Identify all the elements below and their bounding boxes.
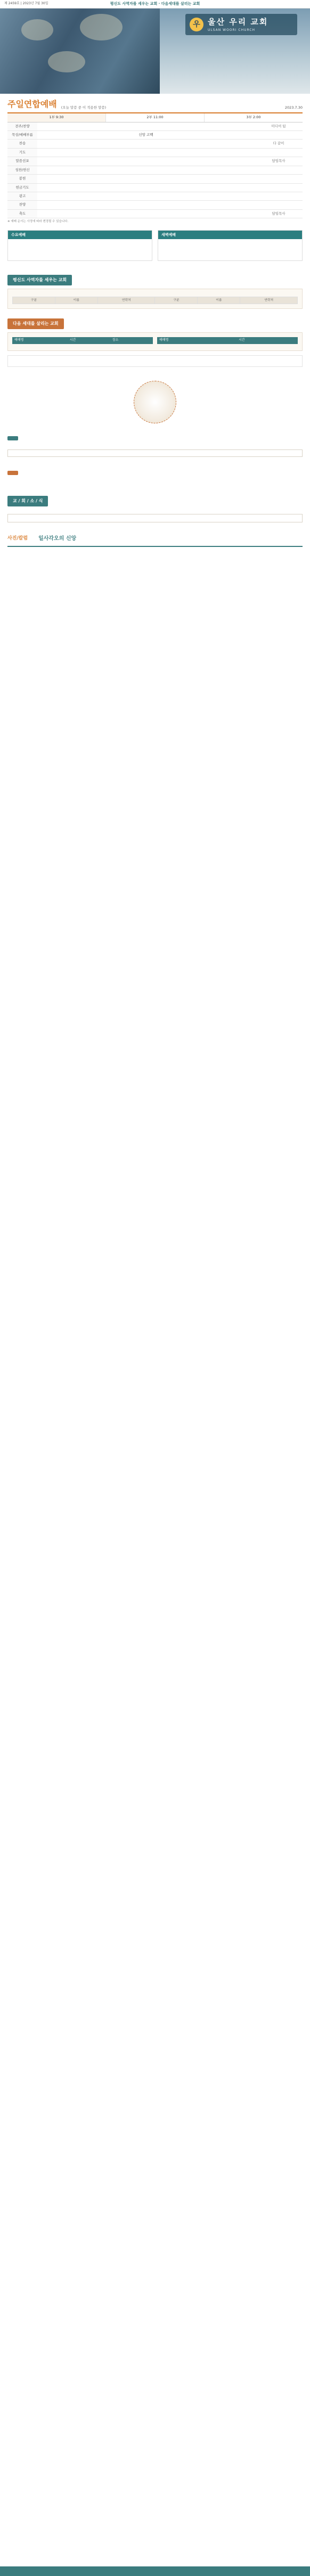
table-header: 시간 (236, 337, 298, 344)
worship-order-table (7, 122, 303, 219)
worship-subtitle: (오늘 말씀 중 이 적용한 말씀) (61, 105, 107, 110)
finance-box (7, 449, 303, 457)
column-body (7, 546, 303, 551)
order-key: 기도 (7, 148, 37, 157)
section-title-lay-ministers: 평신도 사역자를 세우는 교회 (7, 275, 72, 285)
order-row (7, 131, 303, 140)
table-header: 연락처 (240, 297, 298, 304)
order-value (37, 183, 255, 192)
worship-title: 주일연합예배 (7, 99, 57, 109)
order-value (37, 192, 255, 200)
header-banner (0, 9, 310, 94)
order-value (37, 209, 255, 218)
order-value (37, 201, 255, 209)
order-value (37, 140, 255, 148)
column-header (7, 535, 303, 543)
staff-table (12, 297, 298, 304)
table-header: 이름 (55, 297, 97, 304)
table-header: 구분 (155, 297, 198, 304)
table-header: 구분 (13, 297, 55, 304)
order-value (37, 166, 255, 174)
order-person: 다 같이 (255, 140, 303, 148)
order-person (255, 201, 303, 209)
table-header: 예배명 (12, 337, 68, 344)
section-title-notices: 교 / 회 / 소 / 식 (7, 496, 48, 506)
vision-center (112, 378, 198, 427)
box-label: 새벽예배 (161, 233, 176, 238)
section-title-finance (7, 436, 18, 440)
service-time: 2부 11:00 (105, 113, 204, 121)
dawn-service-box (158, 230, 303, 261)
table-header: 예배명 (157, 337, 236, 344)
order-value (37, 122, 255, 131)
section-title-next-generation: 다음 세대를 살리는 교회 (7, 318, 64, 329)
church-name-en: ULSAN WOORI CHURCH (208, 28, 256, 32)
order-row (7, 157, 303, 166)
service-time: 3부 2:00 (204, 113, 303, 121)
service-time: 1부 9:30 (7, 113, 105, 121)
issue-info: 제 2459호 | 2023년 7월 30일 (4, 2, 48, 6)
table-header: 이름 (198, 297, 240, 304)
order-value: 신앙 고백 (37, 131, 255, 140)
church-name: 울산 우리 교회 (208, 17, 268, 27)
order-key: 봉헌 (7, 175, 37, 183)
column-title: 일사각오의 신앙 (38, 535, 77, 542)
worship-header (0, 94, 310, 112)
order-key: 말씀선포 (7, 157, 37, 166)
section-title-news (7, 471, 18, 475)
top-strip (0, 0, 310, 9)
order-key: 전주/찬양 (7, 122, 37, 131)
vision-circle (134, 381, 176, 423)
order-key: 묵상/예배부름 (7, 131, 37, 140)
order-row (7, 122, 303, 131)
order-row (7, 148, 303, 157)
order-person (255, 183, 303, 192)
order-row (7, 183, 303, 192)
worship-note: ※ 예배 순서는 사정에 따라 변경될 수 있습니다. (7, 220, 69, 224)
order-value (37, 175, 255, 183)
church-logo (185, 14, 297, 35)
order-key: 찬송 (7, 140, 37, 148)
next-generation-panel (7, 332, 303, 351)
footer (0, 2566, 310, 2576)
worship-schedule-left (12, 337, 153, 344)
order-row (7, 140, 303, 148)
order-key: 찬양 (7, 201, 37, 209)
order-person (255, 148, 303, 157)
order-row (7, 192, 303, 200)
vision-diagram (7, 355, 303, 367)
order-person: 미디어 팀 (255, 122, 303, 131)
worship-date: 2023.7.30 (284, 105, 303, 110)
order-row (7, 175, 303, 183)
order-value (37, 157, 255, 166)
column-tag: 사진/칼럼 (7, 536, 28, 542)
order-person: 담임목사 (255, 157, 303, 166)
lay-ministry-panel (7, 289, 303, 309)
vision-quote (0, 371, 310, 378)
notice-box (7, 514, 303, 522)
table-header: 연락처 (97, 297, 155, 304)
order-person (255, 131, 303, 140)
order-row (7, 166, 303, 174)
logo-icon: 우 (190, 18, 203, 31)
order-row (7, 201, 303, 209)
table-header: 시간 (68, 337, 110, 344)
order-value (37, 148, 255, 157)
order-row (7, 209, 303, 218)
church-slogan: 평신도 사역자를 세우는 교회 · 다음세대를 살리는 교회 (110, 2, 200, 6)
wednesday-service-box (7, 230, 152, 261)
order-key: 성찬/헌신 (7, 166, 37, 174)
order-key: 광고 (7, 192, 37, 200)
order-person: 담임목사 (255, 209, 303, 218)
order-person (255, 166, 303, 174)
order-key: 헌금기도 (7, 183, 37, 192)
service-times (7, 112, 303, 122)
sermon-row (0, 226, 310, 265)
box-label: 수요예배 (11, 233, 26, 238)
order-person (255, 192, 303, 200)
order-person (255, 175, 303, 183)
table-header: 장소 (110, 337, 153, 344)
order-key: 축도 (7, 209, 37, 218)
worship-schedule-right (157, 337, 298, 344)
worship-crowd-photo (0, 9, 160, 94)
